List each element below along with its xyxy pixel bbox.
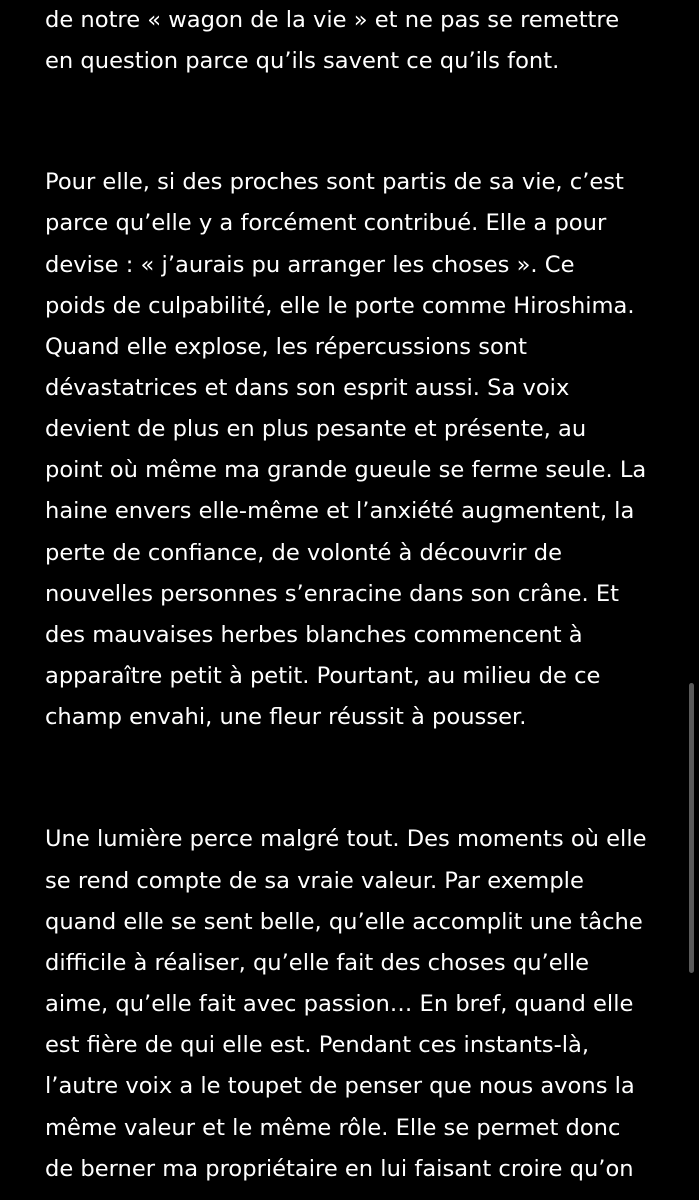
- text-line: l’autre voix a le toupet de penser que nous avons la: [45, 1073, 635, 1099]
- text-line: champ envahi, une fleur réussit à pousser.: [45, 704, 527, 730]
- text-line: même valeur et le même rôle. Elle se permet donc: [45, 1115, 621, 1141]
- text-line: Quand elle explose, les répercussions sont: [45, 334, 527, 360]
- text-line: point où même ma grande gueule se ferme seule. La: [45, 457, 647, 483]
- text-line: de berner ma propriétaire en lui faisant croire qu’on: [45, 1156, 634, 1182]
- text-line: quand elle se sent belle, qu’elle accomplit une tâche: [45, 909, 643, 935]
- text-line: devient de plus en plus pesante et présente, au: [45, 416, 587, 442]
- text-line: Pour elle, si des proches sont partis de sa vie, c’est: [45, 169, 624, 195]
- text-line: difficile à réaliser, qu’elle fait des choses qu’elle: [45, 950, 590, 976]
- text-line: parce qu’elle y a forcément contribué. Elle a pour: [45, 210, 607, 236]
- text-line: dévastatrices et dans son esprit aussi. Sa voix: [45, 375, 570, 401]
- text-line: des mauvaises herbes blanches commencent à: [45, 622, 583, 648]
- text-line: de notre « wagon de la vie » et ne pas se remettre: [45, 7, 620, 33]
- text-line: perte de confiance, de volonté à découvrir de: [45, 540, 563, 566]
- text-line: aime, qu’elle fait avec passion… En bref, quand elle: [45, 991, 634, 1017]
- text-line: haine envers elle-même et l’anxiété augmentent, la: [45, 498, 635, 524]
- text-line: est fière de qui elle est. Pendant ces instants-là,: [45, 1032, 590, 1058]
- text-line: en question parce qu’ils savent ce qu’ils font.: [45, 48, 560, 74]
- text-line: devise : « j’aurais pu arranger les choses ». Ce: [45, 252, 575, 278]
- text-line: se rend compte de sa vraie valeur. Par exemple: [45, 868, 584, 894]
- text-line: nouvelles personnes s’enracine dans son crâne. Et: [45, 581, 620, 607]
- text-line: poids de culpabilité, elle le porte comme Hiroshima.: [45, 293, 635, 319]
- text-line: apparaître petit à petit. Pourtant, au milieu de ce: [45, 663, 601, 689]
- vertical-scrollbar[interactable]: [689, 683, 694, 973]
- text-line: Une lumière perce malgré tout. Des moments où elle: [45, 826, 647, 852]
